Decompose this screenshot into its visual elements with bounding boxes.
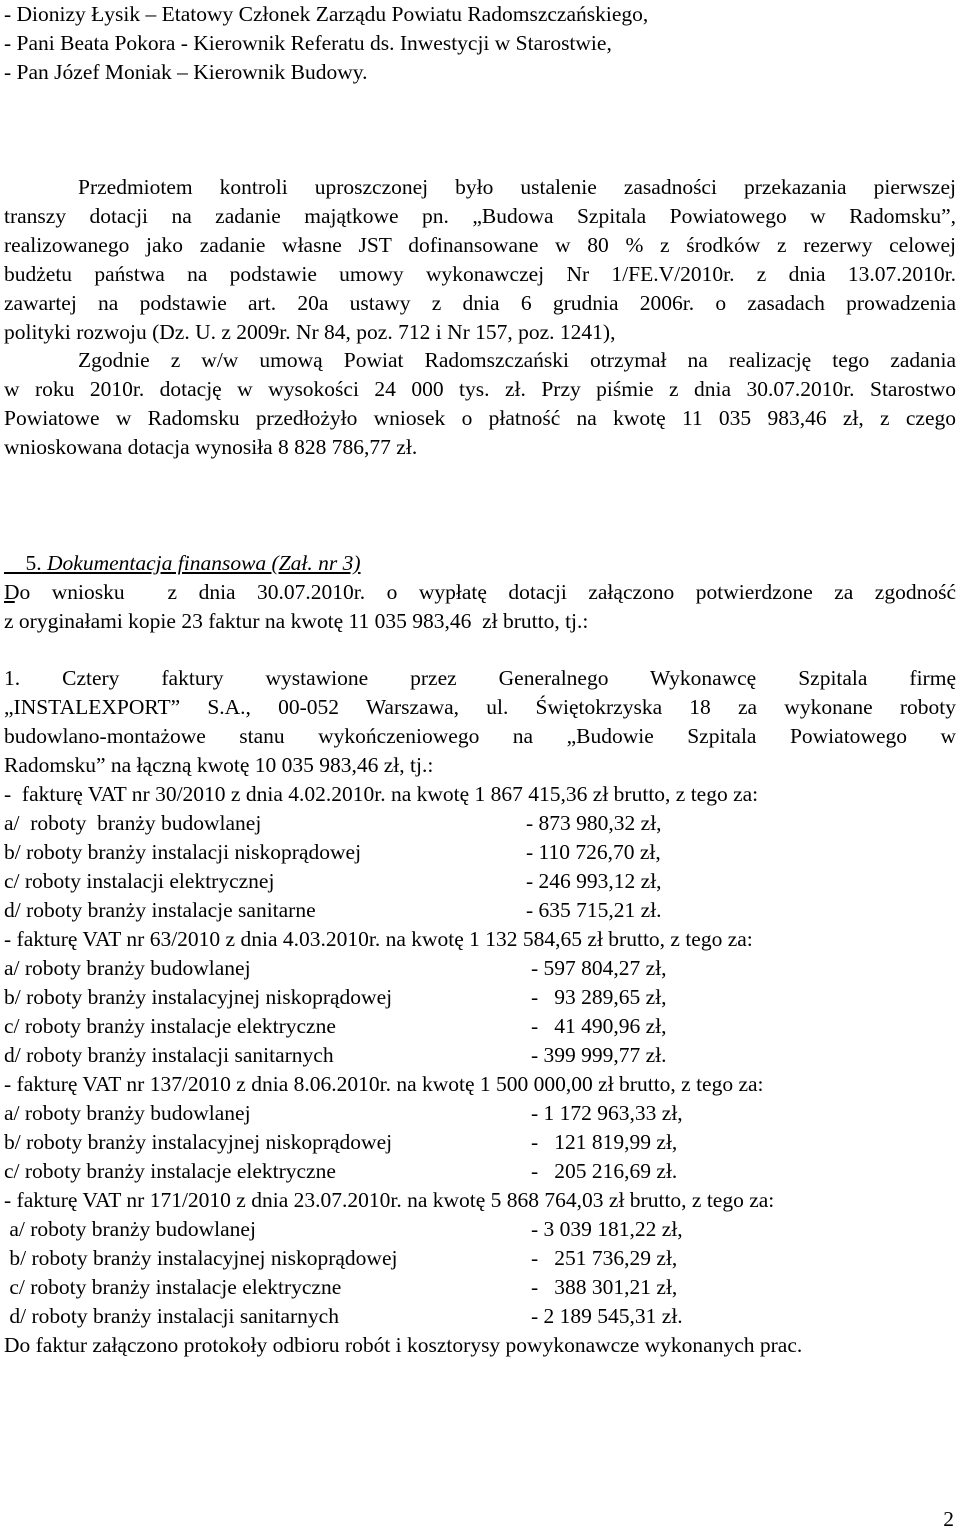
invoice-item-amount: - 41 490,96 zł, bbox=[531, 1014, 667, 1038]
invoice-item-amount: - 205 216,69 zł. bbox=[531, 1159, 678, 1183]
paragraph-line: wnioskowana dotacja wynosiła 8 828 786,77 zł. bbox=[4, 435, 418, 459]
invoice-item-label: b/ roboty branży instalacyjnej niskoprądowej bbox=[4, 1246, 398, 1270]
section-number: 5. bbox=[25, 551, 42, 575]
invoice-item-label: d/ roboty branży instalacji sanitarnych bbox=[4, 1043, 334, 1067]
invoice-item-label: a/ roboty branży budowlanej bbox=[4, 1101, 251, 1125]
invoice-item-label: c/ roboty instalacji elektrycznej bbox=[4, 869, 275, 893]
invoice-item-amount: - 121 819,99 zł, bbox=[531, 1130, 678, 1154]
invoice-item-amount: - 635 715,21 zł. bbox=[526, 898, 662, 922]
paragraph-line: Do wniosku z dnia 30.07.2010r. o wypłatę dotacji załączono potwierdzone za zgodność bbox=[4, 580, 956, 604]
invoice-item-amount: - 399 999,77 zł. bbox=[531, 1043, 667, 1067]
page-number: 2 bbox=[943, 1507, 954, 1531]
closing-line: Do faktur załączono protokoły odbioru robót i kosztorysy powykonawcze wykonanych prac. bbox=[4, 1333, 803, 1357]
invoice-item-amount: - 873 980,32 zł, bbox=[526, 811, 662, 835]
invoice-item-amount: - 1 172 963,33 zł, bbox=[531, 1101, 683, 1125]
paragraph-line: zawartej na podstawie art. 20a ustawy z dnia 6 grudnia 2006r. o zasadach prowadzenia bbox=[4, 291, 956, 315]
invoice-line: - fakturę VAT nr 171/2010 z dnia 23.07.2010r. na kwotę 5 868 764,03 zł brutto, z tego za: bbox=[4, 1188, 775, 1212]
attendee-line: - Dionizy Łysik – Etatowy Członek Zarządu Powiatu Radomszczańskiego, bbox=[4, 2, 649, 26]
attendee-line: - Pani Beata Pokora - Kierownik Referatu ds. Inwestycji w Starostwie, bbox=[4, 31, 612, 55]
paragraph-line: Zgodnie z w/w umową Powiat Radomszczański otrzymał na realizację tego zadania bbox=[78, 348, 956, 372]
invoice-item-label: c/ roboty branży instalacje elektryczne bbox=[4, 1275, 342, 1299]
invoice-line: - fakturę VAT nr 30/2010 z dnia 4.02.2010r. na kwotę 1 867 415,36 zł brutto, z tego za: bbox=[4, 782, 759, 806]
invoice-item-amount: - 110 726,70 zł, bbox=[526, 840, 661, 864]
invoice-item-label: b/ roboty branży instalacyjnej niskoprądowej bbox=[4, 985, 393, 1009]
invoice-item-amount: - 3 039 181,22 zł, bbox=[531, 1217, 683, 1241]
invoice-item-amount: - 246 993,12 zł, bbox=[526, 869, 662, 893]
paragraph-line: realizowanego jako zadanie własne JST dofinansowane w 80 % z środków z rezerwy celowej bbox=[4, 233, 956, 257]
paragraph-line: Radomsku” na łączną kwotę 10 035 983,46 zł, tj.: bbox=[4, 753, 434, 777]
paragraph-line: polityki rozwoju (Dz. U. z 2009r. Nr 84, poz. 712 i Nr 157, poz. 1241), bbox=[4, 320, 616, 344]
attendee-line: - Pan Józef Moniak – Kierownik Budowy. bbox=[4, 60, 368, 84]
invoice-line: - fakturę VAT nr 137/2010 z dnia 8.06.2010r. na kwotę 1 500 000,00 zł brutto, z tego za: bbox=[4, 1072, 764, 1096]
section-title: Dokumentacja finansowa (Zał. nr 3) bbox=[47, 551, 361, 575]
paragraph-line: w roku 2010r. dotację w wysokości 24 000 tys. zł. Przy piśmie z dnia 30.07.2010r. Starostwo bbox=[4, 377, 956, 401]
invoice-item-label: b/ roboty branży instalacyjnej niskoprądowej bbox=[4, 1130, 393, 1154]
paragraph-line: z oryginałami kopie 23 faktur na kwotę 11 035 983,46 zł brutto, tj.: bbox=[4, 609, 589, 633]
paragraph-line: budowlano-montażowe stanu wykończeniowego na „Budowie Szpitala Powiatowego w bbox=[4, 724, 956, 748]
invoice-item-label: c/ roboty branży instalacje elektryczne bbox=[4, 1014, 336, 1038]
invoice-item-label: d/ roboty branży instalacji sanitarnych bbox=[4, 1304, 339, 1328]
invoice-item-label: c/ roboty branży instalacje elektryczne bbox=[4, 1159, 336, 1183]
invoice-item-amount: - 388 301,21 zł, bbox=[531, 1275, 678, 1299]
invoice-item-amount: - 93 289,65 zł, bbox=[531, 985, 667, 1009]
invoice-line: - fakturę VAT nr 63/2010 z dnia 4.03.2010r. na kwotę 1 132 584,65 zł brutto, z tego za: bbox=[4, 927, 753, 951]
invoice-item-amount: - 2 189 545,31 zł. bbox=[531, 1304, 683, 1328]
invoice-item-label: a/ roboty branży budowlanej bbox=[4, 811, 262, 835]
invoice-item-label: a/ roboty branży budowlanej bbox=[4, 1217, 256, 1241]
paragraph-line: Powiatowe w Radomsku przedłożyło wniosek o płatność na kwotę 11 035 983,46 zł, z czego bbox=[4, 406, 956, 430]
paragraph-line: 1. Cztery faktury wystawione przez Generalnego Wykonawcę Szpitala firmę bbox=[4, 666, 956, 690]
section-heading bbox=[4, 520, 956, 575]
paragraph-line: transzy dotacji na zadanie majątkowe pn. „Budowa Szpitala Powiatowego w Radomsku”, bbox=[4, 204, 956, 228]
invoice-item-label: d/ roboty branży instalacje sanitarne bbox=[4, 898, 316, 922]
paragraph-line: Przedmiotem kontroli uproszczonej było ustalenie zasadności przekazania pierwszej bbox=[78, 175, 956, 199]
invoice-item-amount: - 597 804,27 zł, bbox=[531, 956, 667, 980]
paragraph-line: „INSTALEXPORT” S.A., 00-052 Warszawa, ul. Świętokrzyska 18 za wykonane roboty bbox=[4, 695, 956, 719]
invoice-item-label: b/ roboty branży instalacji niskoprądowej bbox=[4, 840, 362, 864]
invoice-item-label: a/ roboty branży budowlanej bbox=[4, 956, 251, 980]
invoice-item-amount: - 251 736,29 zł, bbox=[531, 1246, 678, 1270]
paragraph-line: budżetu państwa na podstawie umowy wykonawczej Nr 1/FE.V/2010r. z dnia 13.07.2010r. bbox=[4, 262, 956, 286]
